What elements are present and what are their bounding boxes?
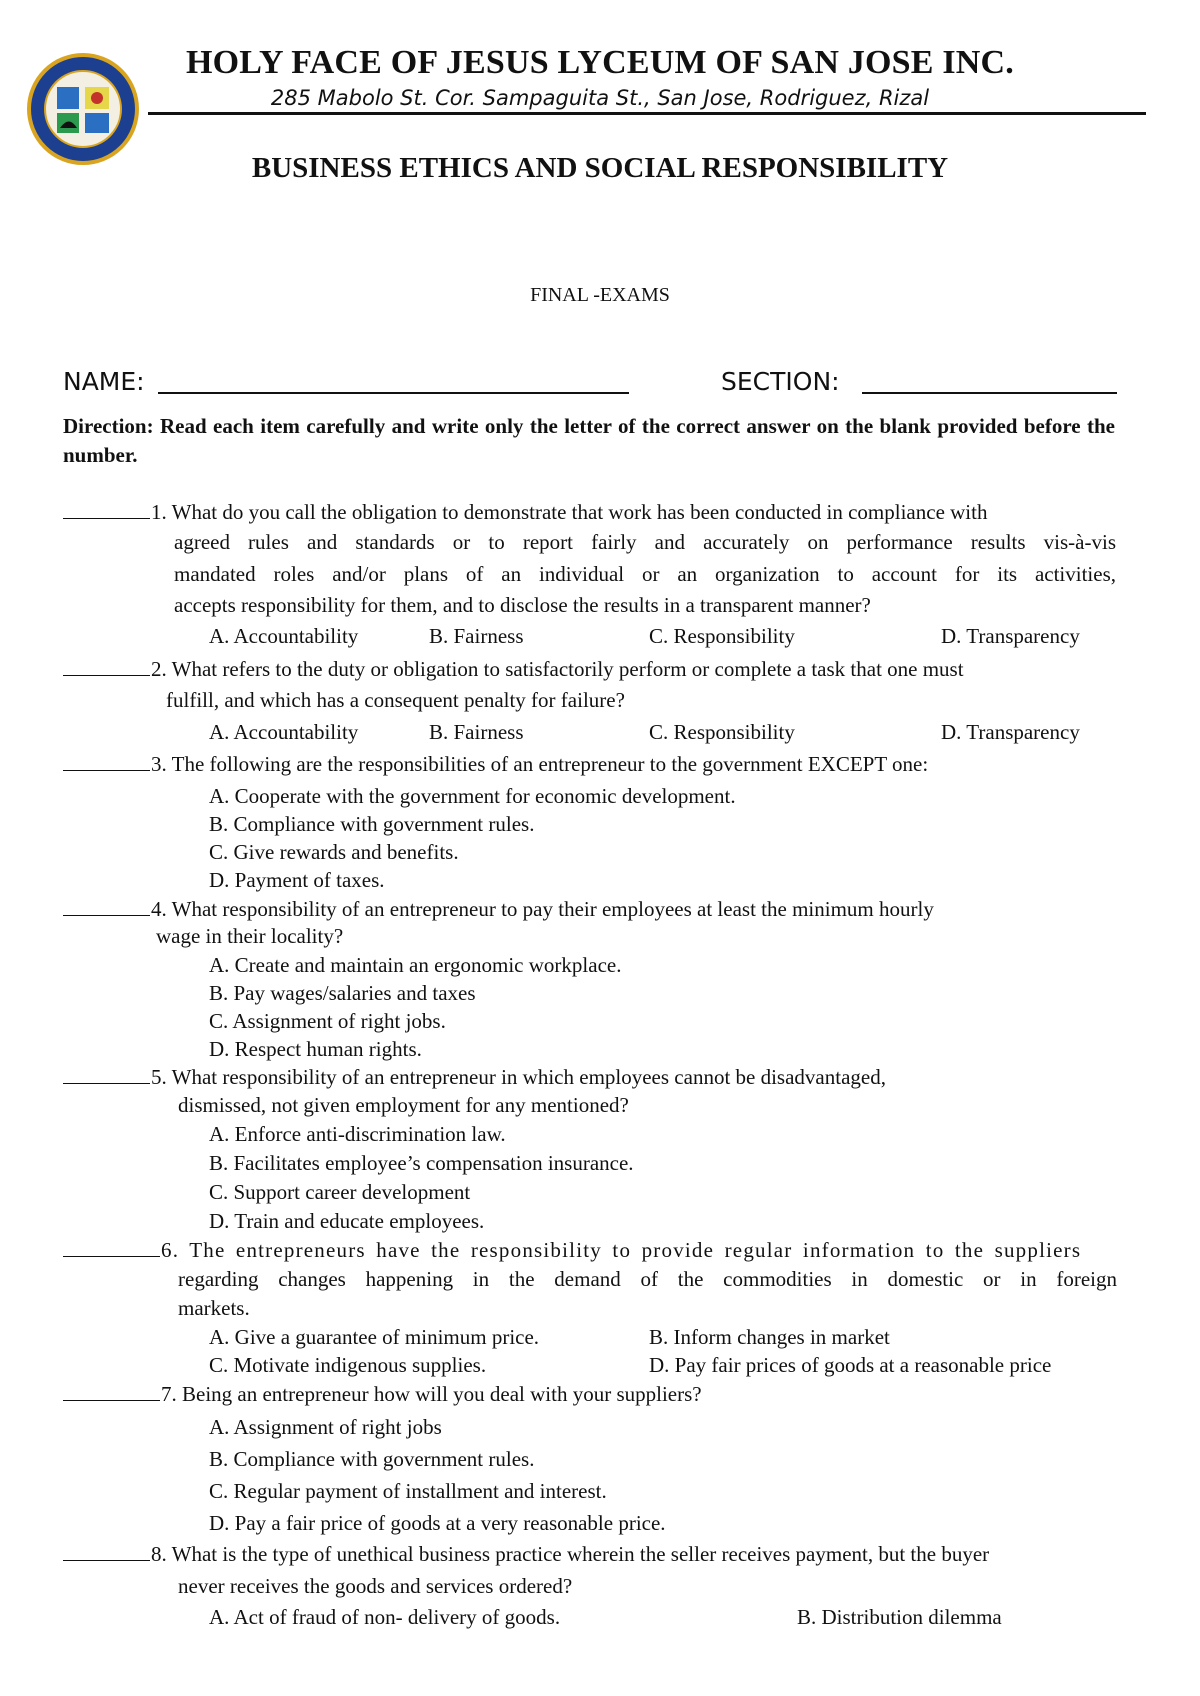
question-7 bbox=[63, 1382, 702, 1407]
question-text: fulfill, and which has a consequent penalty for failure? bbox=[166, 688, 625, 712]
question-text: 8. What is the type of unethical business practice wherein the seller receives payment, but the buyer bbox=[151, 1542, 990, 1566]
question-2 bbox=[63, 657, 964, 682]
option-b: B. Fairness bbox=[429, 624, 524, 648]
answer-blank[interactable] bbox=[63, 915, 150, 917]
option-b: B. Compliance with government rules. bbox=[209, 812, 535, 836]
directions-text: Direction: Read each item carefully and write only the letter of the correct answer on the blank provided before the number. bbox=[63, 414, 1115, 467]
option-b: B. Compliance with government rules. bbox=[209, 1447, 535, 1471]
school-name: HOLY FACE OF JESUS LYCEUM OF SAN JOSE INC. bbox=[185, 44, 1014, 81]
answer-blank[interactable] bbox=[63, 770, 150, 772]
subject-title: BUSINESS ETHICS AND SOCIAL RESPONSIBILITY bbox=[251, 152, 949, 184]
option-d: D. Payment of taxes. bbox=[209, 868, 385, 892]
header-divider bbox=[148, 112, 1146, 115]
option-b: B. Facilitates employee’s compensation insurance. bbox=[209, 1151, 634, 1175]
answer-blank[interactable] bbox=[63, 1400, 160, 1402]
question-text: 7. Being an entrepreneur how will you deal with your suppliers? bbox=[161, 1382, 702, 1406]
question-4 bbox=[63, 897, 934, 922]
option-a: A. Accountability bbox=[209, 624, 359, 648]
option-c: C. Motivate indigenous supplies. bbox=[209, 1353, 487, 1377]
option-d: D. Respect human rights. bbox=[209, 1037, 422, 1061]
answer-blank[interactable] bbox=[63, 1256, 160, 1258]
section-field[interactable] bbox=[862, 392, 1117, 394]
option-a: A. Give a guarantee of minimum price. bbox=[209, 1325, 540, 1349]
answer-blank[interactable] bbox=[63, 675, 150, 677]
option-c: C. Responsibility bbox=[649, 624, 795, 648]
option-b: B. Inform changes in market bbox=[649, 1325, 890, 1349]
question-text: mandated roles and/or plans of an individual or an organization to account for its activities, bbox=[174, 562, 1116, 586]
question-3 bbox=[63, 752, 928, 777]
name-label: NAME: bbox=[63, 367, 145, 396]
option-d: D. Pay fair prices of goods at a reasonable price bbox=[649, 1353, 1052, 1377]
option-a: A. Accountability bbox=[209, 720, 359, 744]
question-text: never receives the goods and services ordered? bbox=[178, 1574, 573, 1598]
question-text: 6. The entrepreneurs have the responsibility to provide regular information to the suppliers bbox=[161, 1238, 1082, 1262]
answer-blank[interactable] bbox=[63, 518, 150, 520]
question-1 bbox=[63, 500, 987, 525]
option-b: B. Pay wages/salaries and taxes bbox=[209, 981, 476, 1005]
question-text: wage in their locality? bbox=[156, 924, 344, 948]
option-c: C. Assignment of right jobs. bbox=[209, 1009, 446, 1033]
question-text: dismissed, not given employment for any mentioned? bbox=[178, 1093, 629, 1117]
school-seal-logo bbox=[27, 53, 139, 165]
school-address: 285 Mabolo St. Cor. Sampaguita St., San Jose, Rodriguez, Rizal bbox=[270, 86, 930, 110]
question-5 bbox=[63, 1065, 886, 1090]
section-label: SECTION: bbox=[721, 367, 840, 396]
option-a: A. Act of fraud of non- delivery of goods. bbox=[209, 1605, 561, 1629]
option-c: C. Support career development bbox=[209, 1180, 471, 1204]
question-text: agreed rules and standards or to report fairly and accurately on performance results vis-à-vis bbox=[174, 530, 1116, 554]
answer-blank[interactable] bbox=[63, 1560, 150, 1562]
question-text: 1. What do you call the obligation to demonstrate that work has been conducted in compliance with bbox=[151, 500, 988, 524]
option-d: D. Pay a fair price of goods at a very reasonable price. bbox=[209, 1511, 666, 1535]
option-b: B. Fairness bbox=[429, 720, 524, 744]
question-text: 5. What responsibility of an entrepreneur in which employees cannot be disadvantaged, bbox=[151, 1065, 886, 1089]
option-a: A. Assignment of right jobs bbox=[209, 1415, 442, 1439]
option-a: A. Create and maintain an ergonomic workplace. bbox=[209, 953, 622, 977]
question-6 bbox=[63, 1238, 1117, 1263]
question-text: accepts responsibility for them, and to disclose the results in a transparent manner? bbox=[174, 593, 871, 617]
question-text: 2. What refers to the duty or obligation to satisfactorily perform or complete a task that one must bbox=[151, 657, 964, 681]
exam-label: FINAL -EXAMS bbox=[530, 284, 670, 306]
question-8 bbox=[63, 1542, 989, 1567]
question-text: 4. What responsibility of an entrepreneur to pay their employees at least the minimum hourly bbox=[151, 897, 934, 921]
option-d: D. Transparency bbox=[941, 720, 1080, 744]
option-c: C. Responsibility bbox=[649, 720, 795, 744]
option-a: A. Cooperate with the government for economic development. bbox=[209, 784, 736, 808]
option-c: C. Give rewards and benefits. bbox=[209, 840, 459, 864]
question-text: 3. The following are the responsibilities of an entrepreneur to the government EXCEPT one: bbox=[151, 752, 929, 776]
option-d: D. Train and educate employees. bbox=[209, 1209, 485, 1233]
question-text: markets. bbox=[178, 1296, 250, 1320]
question-text: regarding changes happening in the demand of the commodities in domestic or in foreign bbox=[178, 1267, 1117, 1291]
option-b: B. Distribution dilemma bbox=[797, 1605, 1002, 1629]
name-field[interactable] bbox=[158, 392, 629, 394]
option-c: C. Regular payment of installment and interest. bbox=[209, 1479, 607, 1503]
answer-blank[interactable] bbox=[63, 1083, 150, 1085]
option-d: D. Transparency bbox=[941, 624, 1080, 648]
option-a: A. Enforce anti-discrimination law. bbox=[209, 1122, 506, 1146]
